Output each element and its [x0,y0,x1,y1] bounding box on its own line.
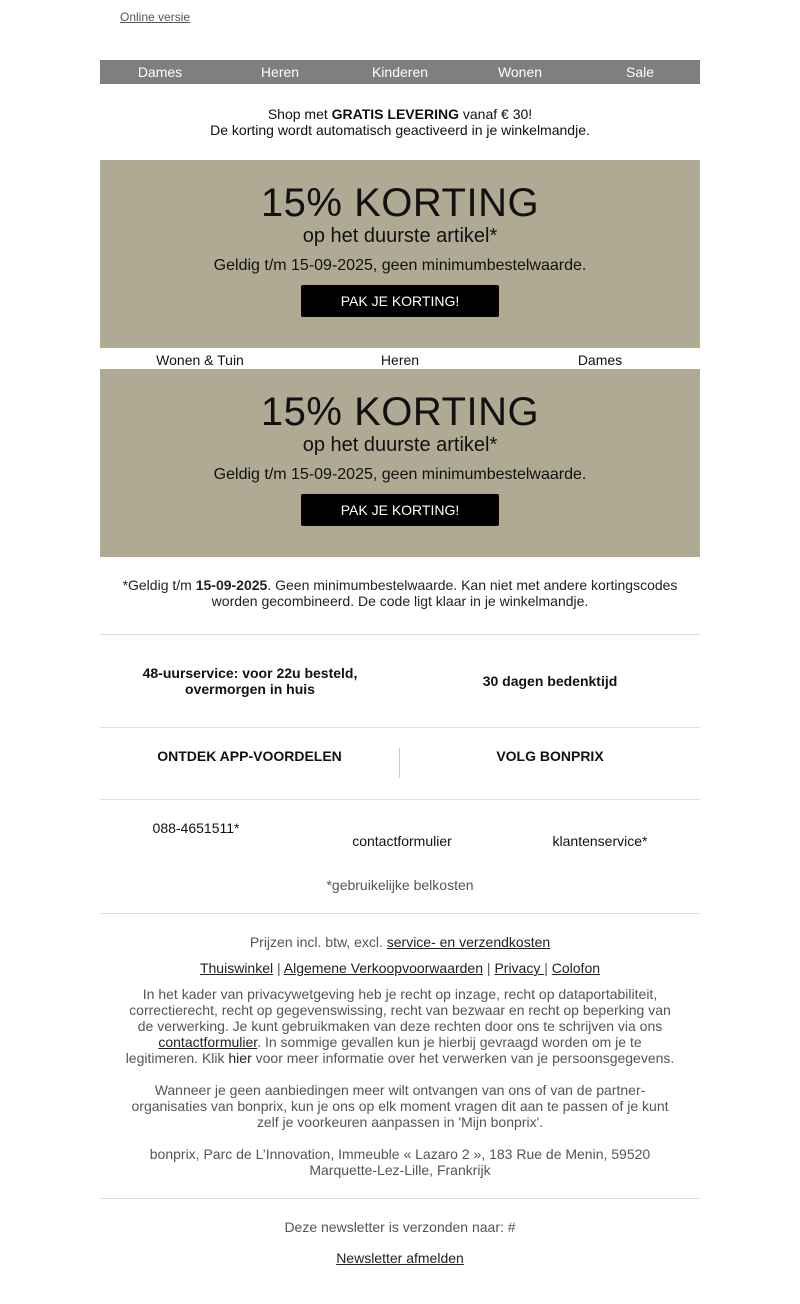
separator: | [273,960,284,976]
here-link[interactable]: hier [228,1050,252,1066]
sent-to-note: Deze newsletter is verzonden naar: # [284,1219,516,1235]
promo-subline: op het duurste artikel* [302,225,498,247]
terms-suffix: . Geen minimumbestelwaarde. Kan niet met andere kortingscodes worden gecombineerd. De code ligt klaar in je winkelmandje. [211,577,678,609]
privacy-contact-form-link[interactable]: contactformulier [158,1034,258,1050]
shipping-bold: GRATIS LEVERING [331,106,459,122]
divider [100,727,700,728]
prices-prefix: Prijzen incl. btw, excl. [249,934,387,950]
unsubscribe-wrap [100,1250,700,1266]
privacy-text [122,986,678,1066]
nav-item-sale[interactable]: Sale [625,64,655,80]
promo-terms [115,577,685,609]
shipping-prefix: Shop met [267,106,332,122]
prices-note [100,934,700,950]
promo-headline: 15% KORTING [260,181,540,225]
shipping-suffix: vanaf € 30! [458,106,533,122]
promo-button[interactable]: PAK JE KORTING! [301,494,499,526]
promo-button[interactable]: PAK JE KORTING! [301,285,499,317]
usp-delivery: 48-uurservice: voor 22u besteld, overmorgen in huis [142,665,358,697]
promo-block-2[interactable] [100,369,700,557]
nav-item-kinderen[interactable]: Kinderen [371,64,429,80]
promo-validity: Geldig t/m 15-09-2025, geen minimumbestelwaarde. [213,257,587,274]
main-nav [100,60,700,84]
nav-item-wonen[interactable]: Wonen [497,64,543,80]
category-wonen-tuin[interactable]: Wonen & Tuin [156,352,244,368]
thuiswinkel-link[interactable]: Thuiswinkel [199,960,274,976]
promo-headline: 15% KORTING [260,390,540,434]
colofon-link[interactable]: Colofon [551,960,601,976]
nav-item-heren[interactable]: Heren [260,64,300,80]
category-links [100,352,700,368]
app-benefits-link[interactable]: ONTDEK APP-VOORDELEN [157,748,342,764]
promo-block-1[interactable] [100,160,700,348]
follow-bonprix-link[interactable]: VOLG BONPRIX [496,748,604,764]
category-heren[interactable]: Heren [380,352,420,368]
shipping-banner [100,106,700,138]
privacy-text-2: . In sommige gevallen kun je hierbij gevraagd worden om je te legitimeren. Klik [125,1034,642,1066]
online-version-link[interactable]: Online versie [120,10,191,24]
company-address: bonprix, Parc de L’Innovation, Immeuble « Lazaro 2 », 183 Rue de Menin, 59520 Marquette-Lez-Lille, Frankrijk [149,1146,651,1178]
shipping-line2: De korting wordt automatisch geactiveerd in je winkelmandje. [210,122,590,138]
terms-prefix: *Geldig t/m [122,577,196,593]
promo-subline: op het duurste artikel* [302,434,498,456]
divider [100,634,700,635]
divider [100,799,700,800]
contact-phone[interactable]: 088-4651511* [152,820,240,836]
contact-form-link[interactable]: contactformulier [352,833,452,849]
legal-links [100,960,700,976]
call-cost-note: *gebruikelijke belkosten [326,877,474,893]
customer-service-link[interactable]: klantenservice* [552,833,648,849]
privacy-link[interactable]: Privacy [494,960,545,976]
unsubscribe-link[interactable]: Newsletter afmelden [336,1250,464,1266]
privacy-text-3: voor meer informatie over het verwerken van je persoonsgegevens. [251,1050,675,1066]
unsubscribe-info: Wanneer je geen aanbiedingen meer wilt ontvangen van ons of van de partner-organisaties van bonprix, kun je ons op elk moment vragen dit aan te passen of je kunt zelf je voorkeuren aanpassen in 'Mijn bonprix'. [131,1082,669,1130]
shipping-costs-link[interactable]: service- en verzendkosten [386,934,551,950]
privacy-text-1: In het kader van privacywetgeving heb je recht op inzage, recht op dataportabiliteit, correctierecht, recht op gegevenswissing, recht van bezwaar en recht op beperking van de verwerking. Je kunt gebruikmaken van deze rechten door ons te schrijven via ons [129,986,671,1034]
terms-conditions-link[interactable]: Algemene Verkoopvoorwaarden [283,960,484,976]
category-dames[interactable]: Dames [577,352,623,368]
divider [100,913,700,914]
usp-return: 30 dagen bedenktijd [482,673,618,689]
separator: | [483,960,495,976]
divider [100,1198,700,1199]
separator: | [544,960,552,976]
terms-date: 15-09-2025 [195,577,268,593]
promo-validity: Geldig t/m 15-09-2025, geen minimumbestelwaarde. [213,466,587,483]
nav-item-dames[interactable]: Dames [137,64,183,80]
